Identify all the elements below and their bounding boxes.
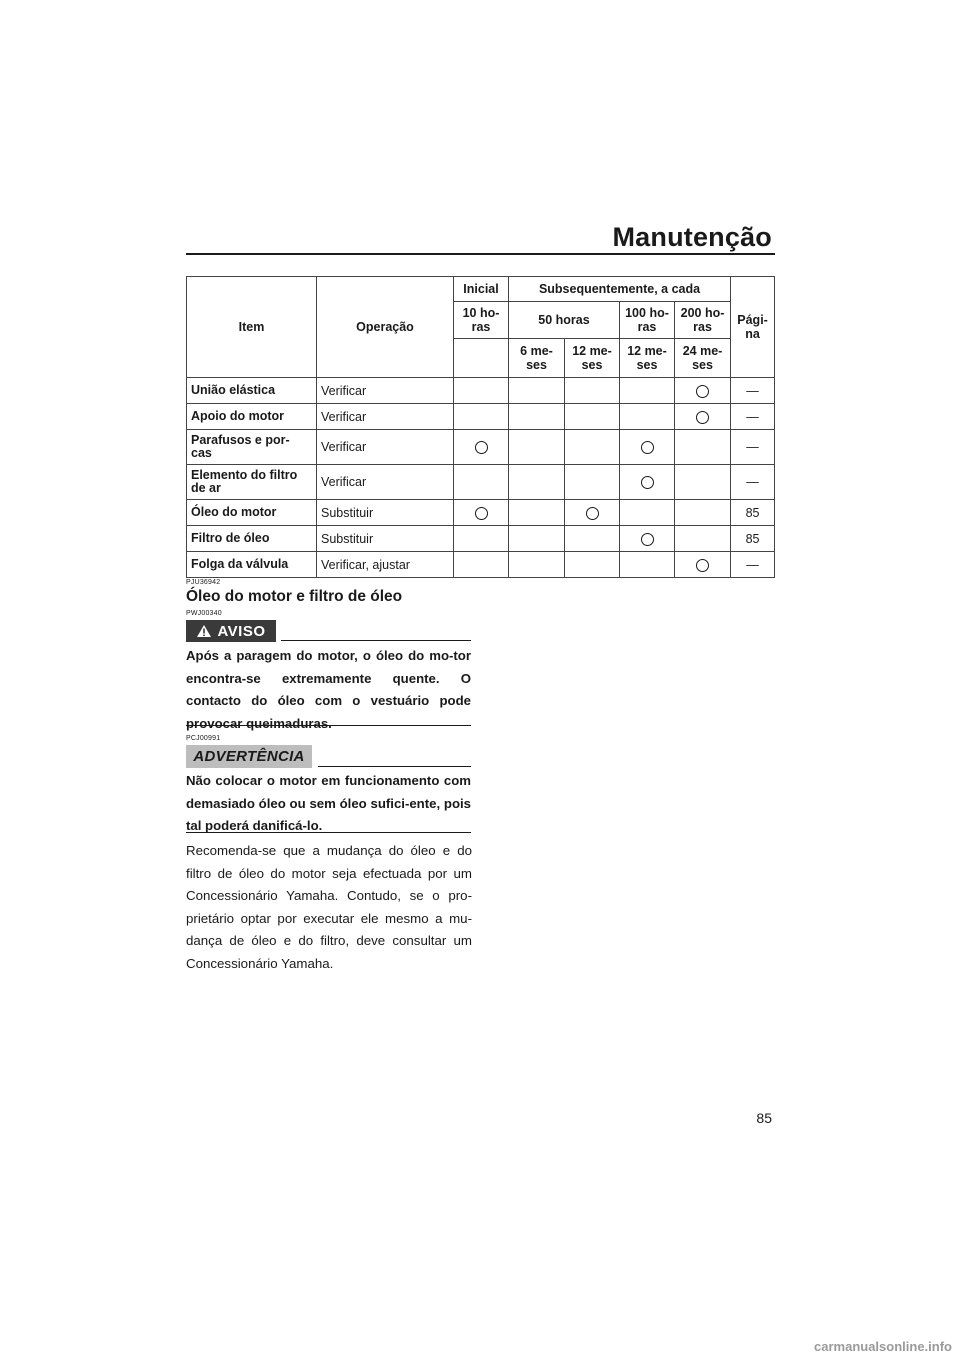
row-operacao: Verificar, ajustar (317, 552, 454, 578)
col-header-6-meses: 6 me- ses (509, 339, 565, 378)
row-item: Elemento do filtro de ar (187, 465, 317, 500)
header-divider (186, 253, 775, 255)
section-code: PJU36942 (186, 579, 221, 586)
advertencia-bottom-rule (186, 832, 471, 833)
aviso-badge (186, 620, 276, 642)
check-circle-icon (696, 385, 709, 398)
row-item: Folga da válvula (187, 552, 317, 578)
col-header-12-meses: 12 me- ses (565, 339, 620, 378)
table-row (187, 552, 775, 578)
col-header-24-meses: 24 me- ses (675, 339, 731, 378)
table-row (187, 378, 775, 404)
row-pagina: 85 (731, 500, 775, 526)
row-pagina: — (731, 378, 775, 404)
check-circle-icon (696, 411, 709, 424)
row-item: Filtro de óleo (187, 526, 317, 552)
table-row (187, 404, 775, 430)
maintenance-table (186, 276, 775, 578)
page-title: Manutenção (612, 222, 772, 252)
section-title: Óleo do motor e filtro de óleo (186, 588, 403, 605)
row-operacao: Substituir (317, 500, 454, 526)
check-circle-icon (586, 507, 599, 520)
row-item: Apoio do motor (187, 404, 317, 430)
row-pagina: — (731, 430, 775, 465)
row-pagina: 85 (731, 526, 775, 552)
row-operacao: Verificar (317, 465, 454, 500)
advertencia-badge (186, 745, 312, 768)
advertencia-top-rule (318, 766, 471, 767)
row-pagina: — (731, 552, 775, 578)
watermark: carmanualsonline.info (814, 1339, 952, 1354)
row-item: Parafusos e por- cas (187, 430, 317, 465)
col-header-100-horas: 100 ho- ras (620, 302, 675, 339)
check-circle-icon (641, 533, 654, 546)
body-paragraph: Recomenda-se que a mudança do óleo e do filtro de óleo do motor seja efectuada por um Concessionário Yamaha. Contudo, se o pro-prietário optar por executar ele mesmo a mu-dança de óleo e do filtro, deve consultar um Concessionário Yamaha. (186, 843, 472, 971)
row-operacao: Verificar (317, 404, 454, 430)
row-operacao: Verificar (317, 430, 454, 465)
col-header-inicial: Inicial (454, 277, 509, 302)
col-header-12-meses: 12 me- ses (620, 339, 675, 378)
check-circle-icon (641, 476, 654, 489)
row-pagina: — (731, 404, 775, 430)
aviso-text: Após a paragem do motor, o óleo do mo-tor encontra-se extremamente quente. O contacto do óleo com o vestuário pode provocar queimaduras. (186, 648, 471, 731)
check-circle-icon (475, 441, 488, 454)
col-header-subsequente: Subsequentemente, a cada (509, 277, 731, 302)
table-row (187, 465, 775, 500)
check-circle-icon (696, 559, 709, 572)
aviso-label: AVISO (217, 622, 266, 640)
row-item: Óleo do motor (187, 500, 317, 526)
col-header-200-horas: 200 ho- ras (675, 302, 731, 339)
check-circle-icon (475, 507, 488, 520)
col-header-operacao: Operação (317, 277, 454, 378)
advertencia-text: Não colocar o motor em funcionamento com demasiado óleo ou sem óleo sufici-ente, pois tal poderá danificá-lo. (186, 773, 471, 833)
aviso-top-rule (281, 640, 471, 641)
table-row (187, 430, 775, 465)
col-header-10-horas: 10 ho- ras (454, 302, 509, 339)
advertencia-code: PCJ00991 (186, 735, 221, 742)
row-operacao: Substituir (317, 526, 454, 552)
row-pagina: — (731, 465, 775, 500)
aviso-code: PWJ00340 (186, 610, 222, 617)
col-header-item: Item (187, 277, 317, 378)
row-item: União elástica (187, 378, 317, 404)
col-header-empty (454, 339, 509, 378)
table-row (187, 526, 775, 552)
row-operacao: Verificar (317, 378, 454, 404)
page-number: 85 (756, 1110, 772, 1126)
warning-triangle-icon (196, 624, 212, 638)
check-circle-icon (641, 441, 654, 454)
table-row (187, 500, 775, 526)
col-header-pagina: Pági- na (731, 277, 775, 378)
advertencia-label: ADVERTÊNCIA (193, 748, 305, 765)
col-header-50-horas: 50 horas (509, 302, 620, 339)
aviso-bottom-rule (186, 725, 471, 726)
